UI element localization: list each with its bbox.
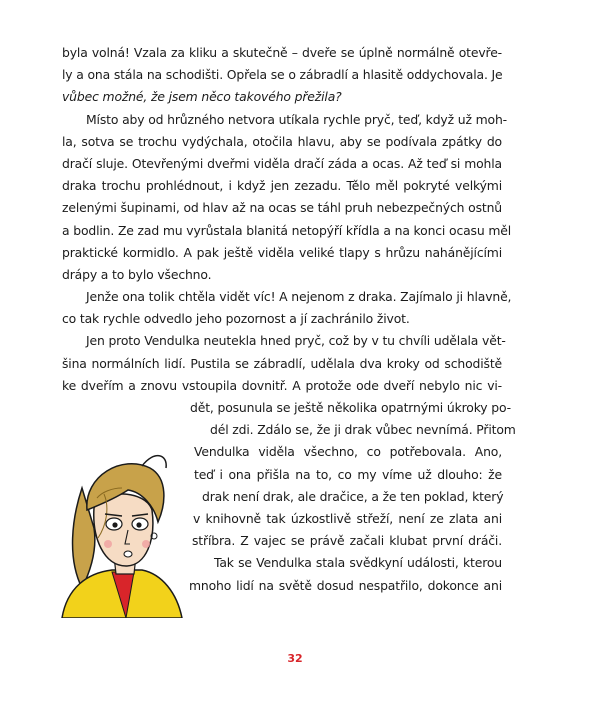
text-line: Tak se Vendulka stala svědkyní události, kterou [214, 555, 502, 571]
text-line: Vendulka viděla všechno, co potřebovala. Ano, [194, 444, 502, 460]
text-line: teď i ona přišla na to, co my víme už dlouho: že [194, 466, 502, 482]
text-line: ke dveřím a znovu vstoupila dovnitř. A protože ode dveří nebylo nic vi- [62, 377, 502, 393]
text-line: drápy a to bylo všechno. [62, 266, 212, 282]
text-line: dět, posunula se ještě několika opatrnými úkroky po- [190, 400, 511, 415]
text-line: a bodlin. Ze zad mu vyrůstala blanitá netopýří křídla a na konci ocasu měl [62, 222, 512, 238]
text-line [62, 64, 502, 86]
text-line: Místo aby od hrůzného netvora utíkala rychle pryč, teď, když už moh- [86, 111, 507, 127]
page-number: 32 [287, 652, 303, 665]
text-line: co tak rychle odvedlo jeho pozornost a jí zachránilo život. [62, 311, 410, 327]
text-line: stříbra. Z vajec se právě začali klubat první dráči. [192, 533, 502, 549]
text-line: zelenými šupinami, od hlav až na ocas se táhl pruh nebezpečných ostnů [62, 200, 502, 216]
text-line: v knihovně tak úzkostlivě střeží, není ze zlata ani [193, 510, 502, 526]
text-line: Jen proto Vendulka neutekla hned pryč, což by v tu chvíli udělala vět- [86, 333, 506, 349]
text-line: la, sotva se trochu vydýchala, otočila hlavu, aby se podívala zpátky do [62, 133, 502, 149]
text-line-italic: vůbec možné, že jsem něco takového přežila? [62, 89, 342, 105]
text-line: praktické kormidlo. A pak ještě viděla veliké tlapy s hrůzu nahánějícími [62, 244, 502, 260]
text-line: drak není drak, ale dračice, a že ten poklad, který [202, 488, 504, 504]
text-line: šina normálních lidí. Pustila se zábradlí, udělala dva kroky od schodiště [62, 355, 502, 371]
text-line: draka trochu prohlédnout, i když jen zezadu. Tělo měl pokryté velkými [62, 178, 502, 194]
woman-illustration [42, 448, 192, 618]
text-line: dračí sluje. Otevřenými dveřmi viděla dračí záda a ocas. Až teď si mohla [62, 155, 502, 171]
text-line: dél zdi. Zdálo se, že ji drak vůbec nevnímá. Přitom [210, 422, 516, 438]
text-line: byla volná! Vzala za kliku a skutečně – dveře se úplně normálně otevře- [62, 45, 502, 60]
text-line: Jenže ona tolik chtěla vidět víc! A nejenom z draka. Zajímalo ji hlavně, [86, 289, 512, 305]
text-line: mnoho lidí na světě dosud nespatřilo, dokonce ani [189, 577, 502, 593]
text-line-part: ly a ona stála na schodišti. Opřela se o zábradlí a hlasitě oddychovala. Je [62, 67, 503, 83]
